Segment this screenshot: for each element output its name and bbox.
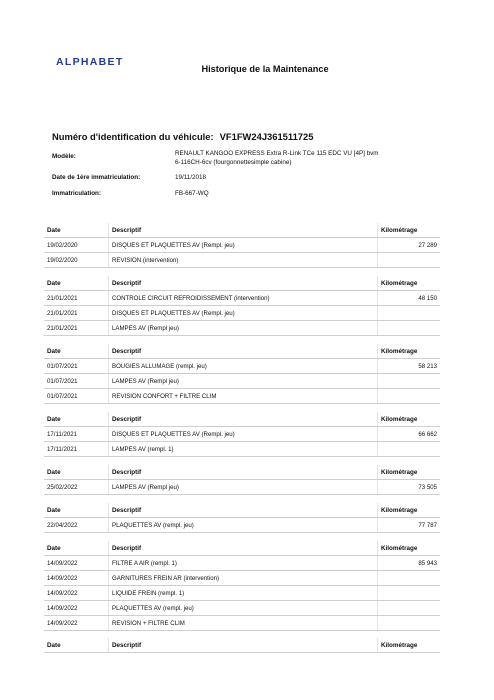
plate-value: FB-667-WQ	[175, 190, 209, 197]
table-header-row	[44, 412, 440, 427]
header-kilometrage: Kilométrage	[378, 344, 441, 359]
row-kilometrage: 73 505	[378, 480, 441, 495]
row-date: 14/09/2022	[44, 571, 109, 586]
maintenance-table	[44, 465, 440, 495]
row-descriptif: DISQUES ET PLAQUETTES AV (Rempl. jeu)	[109, 238, 378, 253]
header-date: Date	[44, 223, 109, 238]
header-descriptif: Descriptif	[109, 412, 378, 427]
header-descriptif: Descriptif	[109, 465, 378, 480]
row-descriptif: LAMPES AV (Rempl jeu)	[109, 321, 378, 336]
table-header-row	[44, 276, 440, 291]
table-row	[44, 238, 440, 253]
table-row	[44, 616, 440, 631]
model-value-line2: 6-116CH-6cv (fourgonnettesimple cabine)	[175, 158, 292, 166]
table-row	[44, 427, 440, 442]
header-date: Date	[44, 276, 109, 291]
header-descriptif: Descriptif	[109, 344, 378, 359]
table-header-row	[44, 344, 440, 359]
table-row	[44, 389, 440, 404]
row-date: 21/01/2021	[44, 321, 109, 336]
vin-label: Numéro d'identification du véhicule:	[52, 131, 214, 142]
row-date: 14/09/2022	[44, 616, 109, 631]
row-descriptif: CONTROLE CIRCUIT REFROIDISSEMENT (intervention)	[109, 291, 378, 306]
maintenance-table	[44, 638, 440, 653]
table-row	[44, 571, 440, 586]
row-descriptif: DISQUES ET PLAQUETTES AV (Rempl. jeu)	[109, 306, 378, 321]
table-row	[44, 480, 440, 495]
row-date: 19/02/2020	[44, 238, 109, 253]
maintenance-table	[44, 412, 440, 457]
maintenance-table	[44, 344, 440, 404]
header-kilometrage: Kilométrage	[378, 541, 441, 556]
header-kilometrage: Kilométrage	[378, 638, 441, 653]
table-row	[44, 586, 440, 601]
row-kilometrage	[378, 616, 441, 631]
row-date: 17/11/2021	[44, 427, 109, 442]
row-date: 21/01/2021	[44, 291, 109, 306]
maintenance-table	[44, 503, 440, 533]
row-date: 01/07/2021	[44, 374, 109, 389]
row-descriptif: LAMPES AV (rempl. 1)	[109, 442, 378, 457]
row-descriptif: GARNITURES FREIN AR (intervention)	[109, 571, 378, 586]
row-date: 14/09/2022	[44, 586, 109, 601]
row-kilometrage	[378, 374, 441, 389]
header-date: Date	[44, 344, 109, 359]
row-date: 25/02/2022	[44, 480, 109, 495]
row-descriptif: LIQUIDE FREIN (rempl. 1)	[109, 586, 378, 601]
row-date: 14/09/2022	[44, 556, 109, 571]
header-kilometrage: Kilométrage	[378, 503, 441, 518]
maintenance-table	[44, 223, 440, 268]
table-header-row	[44, 638, 440, 653]
header-kilometrage: Kilométrage	[378, 465, 441, 480]
header-date: Date	[44, 541, 109, 556]
table-row	[44, 374, 440, 389]
row-descriptif: REVISION + FILTRE CLIM	[109, 616, 378, 631]
table-header-row	[44, 541, 440, 556]
table-row	[44, 518, 440, 533]
row-kilometrage	[378, 571, 441, 586]
header-descriptif: Descriptif	[109, 276, 378, 291]
header-descriptif: Descriptif	[109, 541, 378, 556]
table-header-row	[44, 223, 440, 238]
header-date: Date	[44, 638, 109, 653]
vin-value: VF1FW24J361511725	[219, 131, 314, 142]
row-kilometrage	[378, 321, 441, 336]
row-date: 01/07/2021	[44, 389, 109, 404]
row-kilometrage	[378, 253, 441, 268]
row-kilometrage: 48 150	[378, 291, 441, 306]
table-row	[44, 306, 440, 321]
first-registration-value: 19/11/2018	[175, 174, 207, 181]
row-descriptif: PLAQUETTES AV (rempl. jeu)	[109, 518, 378, 533]
row-descriptif: DISQUES ET PLAQUETTES AV (Rempl. jeu)	[109, 427, 378, 442]
table-row	[44, 601, 440, 616]
row-kilometrage: 66 662	[378, 427, 441, 442]
row-kilometrage	[378, 442, 441, 457]
header-kilometrage: Kilométrage	[378, 223, 441, 238]
table-row	[44, 291, 440, 306]
row-descriptif: FILTRE A AIR (rempl. 1)	[109, 556, 378, 571]
row-descriptif: REVISION (intervention)	[109, 253, 378, 268]
model-label: Modèle:	[52, 153, 76, 160]
header-descriptif: Descriptif	[109, 223, 378, 238]
row-date: 22/04/2022	[44, 518, 109, 533]
model-value	[175, 150, 445, 167]
header-kilometrage: Kilométrage	[378, 276, 441, 291]
row-descriptif: PLAQUETTES AV (rempl. jeu)	[109, 601, 378, 616]
header-descriptif: Descriptif	[109, 638, 378, 653]
row-date: 19/02/2020	[44, 253, 109, 268]
row-kilometrage	[378, 389, 441, 404]
row-date: 14/09/2022	[44, 601, 109, 616]
row-kilometrage: 85 943	[378, 556, 441, 571]
row-descriptif: LAMPES AV (Rempl jeu)	[109, 374, 378, 389]
row-descriptif: BOUGIES ALLUMAGE (rempl. jeu)	[109, 359, 378, 374]
document-title: Historique de la Maintenance	[201, 64, 329, 74]
header-date: Date	[44, 503, 109, 518]
header-kilometrage: Kilométrage	[378, 412, 441, 427]
table-header-row	[44, 503, 440, 518]
company-logo: ALPHABET	[56, 56, 124, 68]
row-kilometrage: 58 213	[378, 359, 441, 374]
table-row	[44, 556, 440, 571]
header-date: Date	[44, 412, 109, 427]
first-registration-label: Date de 1ère immatriculation:	[52, 174, 141, 181]
row-date: 17/11/2021	[44, 442, 109, 457]
maintenance-table	[44, 276, 440, 336]
row-kilometrage	[378, 306, 441, 321]
header-descriptif: Descriptif	[109, 503, 378, 518]
row-descriptif: LAMPES AV (Rempl jeu)	[109, 480, 378, 495]
vin-line	[52, 131, 313, 142]
table-row	[44, 442, 440, 457]
row-kilometrage	[378, 601, 441, 616]
row-date: 21/01/2021	[44, 306, 109, 321]
maintenance-table	[44, 541, 440, 631]
row-kilometrage: 77 787	[378, 518, 441, 533]
table-row	[44, 359, 440, 374]
table-header-row	[44, 465, 440, 480]
model-value-line1: RENAULT KANGOO EXPRESS Extra R-Link TCe 115 EDC VU [4P] bvm	[175, 150, 379, 157]
row-date: 01/07/2021	[44, 359, 109, 374]
table-row	[44, 253, 440, 268]
plate-label: Immatriculation:	[52, 190, 101, 197]
row-kilometrage	[378, 586, 441, 601]
row-descriptif: REVISION CONFORT + FILTRE CLIM	[109, 389, 378, 404]
row-kilometrage: 27 289	[378, 238, 441, 253]
table-row	[44, 321, 440, 336]
header-date: Date	[44, 465, 109, 480]
